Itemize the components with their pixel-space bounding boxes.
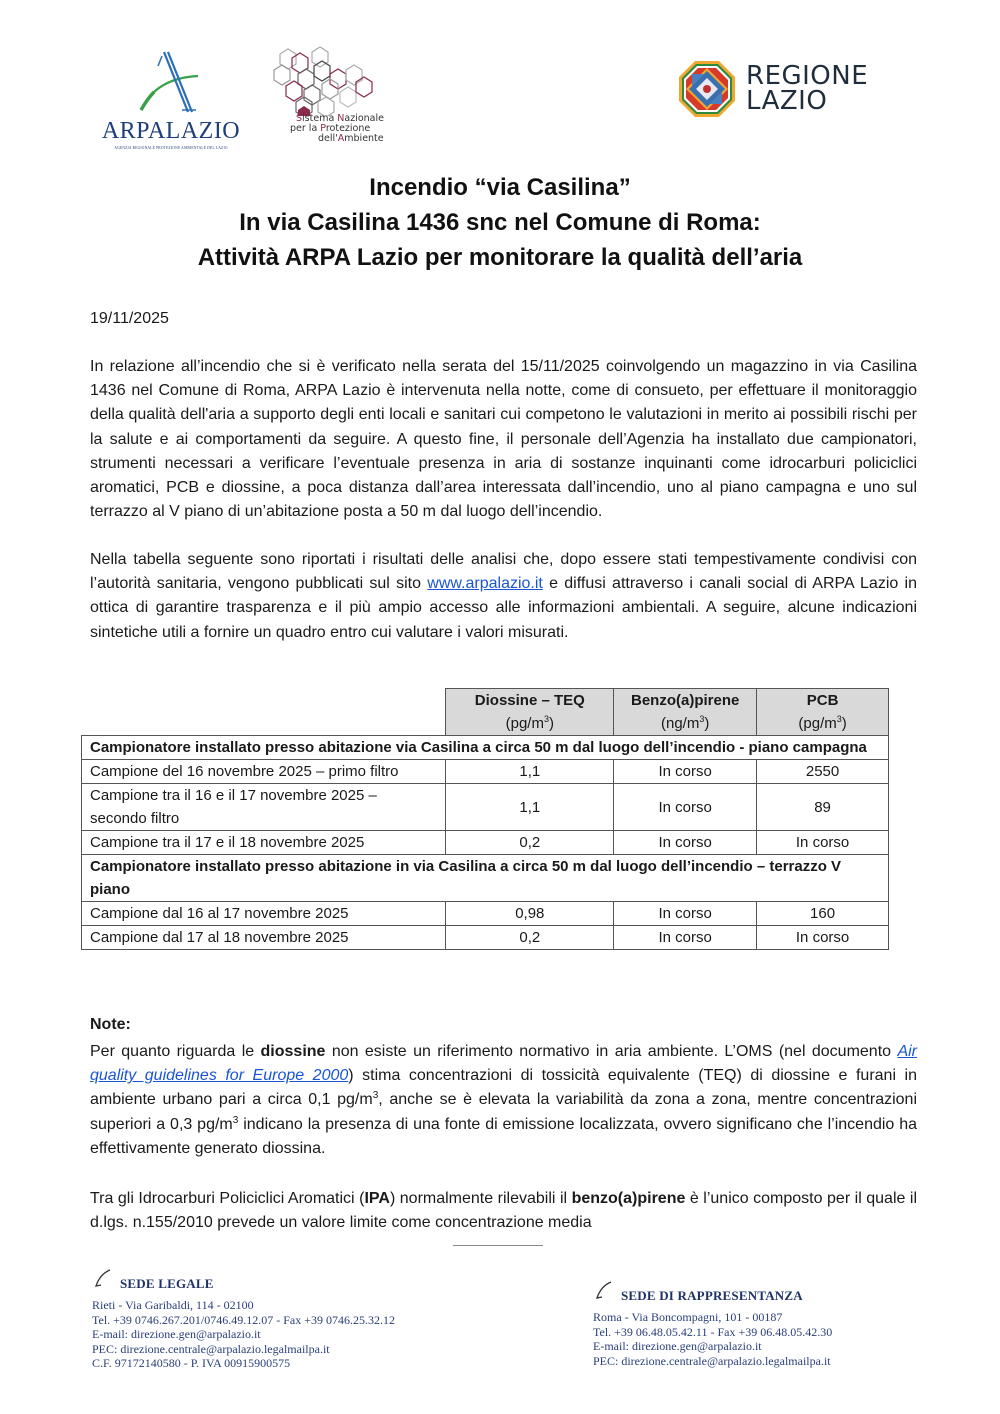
- diossine-value: 0,98: [446, 902, 614, 926]
- sample-label: Campione dal 16 al 17 novembre 2025: [82, 902, 446, 926]
- notes-heading: Note:: [90, 1016, 131, 1033]
- results-table: [81, 688, 889, 950]
- intro-paragraph-2: Nella tabella seguente sono riportati i risultati delle analisi che, dopo essere stati tempestivamente condivisi con l’autorità sanitaria, vengono pubblicati sul sito www.arpalazio.it e diffusi attraverso i canali social di ARPA Lazio in ottica di garantire trasparenza e il più ampio accesso alle informazioni ambientali. A seguire, alcune indicazioni sintetiche utili a fornire un quadro entro cui valutare i valori misurati.: [90, 551, 917, 641]
- footer-rep-email: E-mail: direzione.gen@arpalazio.it: [593, 1339, 762, 1353]
- diossine-value: 0,2: [446, 926, 614, 950]
- pcb-value: In corso: [757, 926, 889, 950]
- diossine-value: 1,1: [446, 760, 614, 784]
- arpa-tagline: AGENZIA REGIONALE PROTEZIONE AMBIENTALE DEL LAZIO: [114, 146, 228, 150]
- sample-label: Campione tra il 17 e il 18 novembre 2025: [82, 831, 446, 855]
- benzo-value: In corso: [614, 902, 757, 926]
- note-diossine-paragraph: Per quanto riguarda le diossine non esiste un riferimento normativo in aria ambiente. L’OMS (nel documento Air quality guidelines for Europe 2000) stima concentrazioni di tossicità equivalente (TEQ) di diossine e furani in ambiente urbano pari a circa 0,1 $pg/m^3$, anche se è elevata la variabilità da zona a zona, mentre concentrazioni superiori a 0,3 $pg/m^3$ indicano la presenza di una fonte di emissione localizzata, ovvero significano che l’incendio ha effettivamente generato diossina.: [90, 1043, 918, 1157]
- pcb-value: In corso: [757, 831, 889, 855]
- air-quality-guidelines-link[interactable]: Air quality guidelines for Europe 2000: [90, 1043, 917, 1085]
- group-title-piano-campagna: Campionatore installato presso abitazione via Casilina a circa 50 m dal luogo dell’incendio - piano campagna: [82, 736, 889, 760]
- swash-icon: [593, 1280, 615, 1302]
- footer-legal-pec: PEC: direzione.centrale@arpalazio.legalmailpa.it: [92, 1341, 330, 1356]
- snpa-logo: [268, 46, 438, 150]
- table-row: [82, 784, 889, 831]
- footer-rep-title: SEDE DI RAPPRESENTANZA: [621, 1288, 803, 1303]
- footer-legal-address: Rieti - Via Garibaldi, 114 - 02100: [92, 1298, 254, 1312]
- footer-rep-pec: PEC: direzione.centrale@arpalazio.legalmailpa.it: [593, 1353, 831, 1368]
- sample-label: Campione dal 17 al 18 novembre 2025: [82, 926, 446, 950]
- swash-icon: [92, 1268, 114, 1290]
- sample-label: Campione del 16 novembre 2025 – primo filtro: [82, 760, 446, 784]
- page-title: [80, 170, 920, 275]
- footer-sede-rappresentanza: [593, 1288, 832, 1368]
- arpa-lazio-logo: [96, 48, 246, 154]
- regione-lazio-wordmark: REGIONE LAZIO: [746, 61, 869, 116]
- publication-date: 19/11/2025: [90, 310, 169, 327]
- table-row: [82, 760, 889, 784]
- column-header-pcb: PCB $(pg/m^3)$: [757, 689, 889, 736]
- footer-rep-phone: Tel. +39 06.48.05.42.11 - Fax +39 06.48.05.42.30: [593, 1324, 833, 1339]
- regione-lazio-crest-icon: [678, 60, 736, 118]
- diossine-value: 0,2: [446, 831, 614, 855]
- title-line-1: Incendio “via Casilina”: [369, 174, 631, 201]
- diossine-value: 1,1: [446, 784, 614, 831]
- title-line-3: Attività ARPA Lazio per monitorare la qualità dell’aria: [197, 244, 803, 271]
- footer-legal-tax-ids: C.F. 97172140580 - P. IVA 00915900575: [92, 1356, 291, 1370]
- benzo-value: In corso: [614, 831, 757, 855]
- benzo-value: In corso: [614, 760, 757, 784]
- snpa-wordmark: Sistema Nazionale per la Protezione dell'Ambiente: [290, 113, 384, 144]
- table-header-row: [82, 689, 889, 736]
- pcb-value: 160: [757, 902, 889, 926]
- group-title-terrazzo: Campionatore installato presso abitazione in via Casilina a circa 50 m dal luogo dell’incendio – terrazzo V piano: [82, 855, 889, 902]
- arpalazio-website-link[interactable]: www.arpalazio.it: [427, 575, 543, 593]
- pcb-value: 89: [757, 784, 889, 831]
- table-group-row: [82, 855, 889, 902]
- regione-lazio-logo: [678, 60, 888, 120]
- benzo-value: In corso: [614, 784, 757, 831]
- arpa-a-arch-icon: [96, 48, 246, 118]
- title-line-2: In via Casilina 1436 snc nel Comune di Roma:: [239, 209, 761, 236]
- table-group-row: [82, 736, 889, 760]
- footer-legal-title: SEDE LEGALE: [120, 1276, 214, 1291]
- footer-rep-address: Roma - Via Boncompagni, 101 - 00187: [593, 1310, 783, 1324]
- footer-divider: [453, 1245, 543, 1246]
- intro-paragraph-1: In relazione all’incendio che si è verificato nella serata del 15/11/2025 coinvolgendo un magazzino in via Casilina 1436 nel Comune di Roma, ARPA Lazio è intervenuta nella notte, come di consueto, per effettuare il monitoraggio della qualità dell'aria a supporto degli enti locali e sanitari cui competono le valutazioni in merito ai possibili rischi per la salute e ai comportamenti da seguire. A questo fine, il personale dell’Agenzia ha installato due campionatori, strumenti necessari a verificare l’eventuale presenza in aria di sostanze inquinanti come idrocarburi policiclici aromatici, PCB e diossine, a poca distanza dall’area interessata dall’incendio, uno al piano campagna e uno sul terrazzo al V piano di un’abitazione posta a 50 m dal luogo dell’incendio.: [90, 358, 917, 521]
- pcb-value: 2550: [757, 760, 889, 784]
- footer-legal-email: E-mail: direzione.gen@arpalazio.it: [92, 1327, 261, 1341]
- footer-legal-phone: Tel. +39 0746.267.201/0746.49.12.07 - Fax +39 0746.25.32.12: [92, 1312, 396, 1327]
- column-header-benzo: Benzo(a)pirene $(ng/m^3)$: [614, 689, 757, 736]
- hexagon-network-icon: [268, 46, 438, 116]
- table-row: [82, 831, 889, 855]
- table-row: [82, 902, 889, 926]
- arpa-wordmark: ARPALAZIO: [101, 118, 241, 144]
- benzo-value: In corso: [614, 926, 757, 950]
- sample-label: Campione tra il 16 e il 17 novembre 2025 – secondo filtro: [82, 784, 446, 831]
- note-ipa-paragraph: Tra gli Idrocarburi Policiclici Aromatici (IPA) normalmente rilevabili il benzo(a)pirene è l’unico composto per il quale il d.lgs. n.155/2010 prevede un valore limite come concentrazione media: [90, 1190, 918, 1232]
- table-row: [82, 926, 889, 950]
- footer-sede-legale: [92, 1276, 395, 1371]
- column-header-diossine: Diossine – TEQ $(pg/m^3)$: [446, 689, 614, 736]
